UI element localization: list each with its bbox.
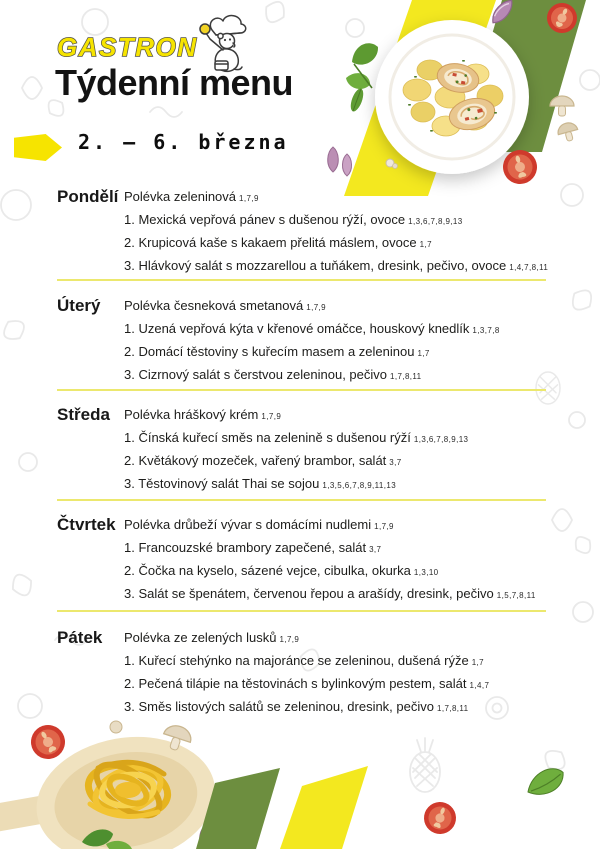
soup-line (124, 295, 549, 318)
soup-line (124, 627, 549, 650)
allergen-numbers: 1,3,6,7,8,9,13 (413, 435, 469, 444)
menu-item (124, 560, 549, 583)
menu-item (124, 232, 549, 255)
menu-item (124, 583, 549, 606)
allergen-numbers: 1,7,9 (374, 522, 394, 531)
menu-item (124, 537, 549, 560)
allergen-numbers: 1,3,10 (413, 568, 439, 577)
chicken-roll-slice (446, 94, 498, 134)
page-title: Týdenní menu (55, 62, 294, 103)
menu-section-thursday (57, 514, 549, 606)
basil-leaf-icon (523, 762, 568, 803)
allergen-numbers: 1,7 (419, 240, 432, 249)
allergen-numbers: 1,7,8,11 (437, 704, 469, 713)
section-divider (57, 389, 546, 391)
chicken-roll-slice (435, 60, 482, 96)
plate-photo (375, 20, 529, 174)
soup-line (124, 514, 549, 537)
allergen-numbers: 1,3,5,6,7,8,9,11,13 (322, 481, 397, 490)
mushroom-icon (160, 722, 194, 753)
menu-item (124, 209, 549, 232)
wooden-spoon-pasta-photo (0, 723, 225, 849)
menu-item-text: 2. Čočka na kyselo, sázené vejce, cibulka, okurka (124, 563, 411, 578)
date-range: 2. – 6. března (78, 130, 289, 154)
section-divider (57, 499, 546, 501)
potatoes (403, 60, 503, 136)
basil-leaves-icon (80, 826, 135, 849)
section-divider (57, 610, 546, 612)
allergen-numbers: 1,7,9 (239, 194, 259, 203)
menu-item (124, 450, 549, 473)
day-label: Středa (57, 405, 110, 424)
menu-item-text: 2. Pečená tilápie na těstovinách s bylinkovým pestem, salát (124, 676, 467, 691)
soup-text: Polévka ze zelených lusků (124, 630, 277, 645)
allergen-numbers: 1,3,7,8 (472, 326, 500, 335)
yellow-parallelogram (280, 766, 368, 849)
date-arrow-icon (14, 134, 62, 161)
menu-item-text: 1. Čínská kuřecí směs na zelenině s dušenou rýží (124, 430, 411, 445)
menu-item (124, 255, 549, 278)
brand-logo (53, 28, 213, 66)
allergen-numbers: 1,7,9 (279, 635, 300, 644)
menu-section-friday (57, 627, 549, 719)
menu-item (124, 696, 549, 719)
mushrooms-icon (550, 96, 580, 143)
soup-text: Polévka zeleninová (124, 189, 237, 204)
day-label: Úterý (57, 296, 101, 315)
menu-item (124, 650, 549, 673)
flower-bud-icon (386, 159, 398, 169)
day-label: Pondělí (57, 187, 119, 206)
menu-item (124, 364, 549, 387)
menu-item (124, 473, 549, 496)
cherry-tomato-half-icon (25, 719, 71, 765)
day-label: Čtvrtek (57, 515, 116, 534)
menu-item-text: 3. Směs listových salátů se zeleninou, dresink, pečivo (124, 699, 434, 714)
allergen-numbers: 1,7,8,11 (390, 372, 422, 381)
cherry-tomato-half-icon (499, 146, 541, 188)
menu-item-text: 3. Salát se špenátem, červenou řepou a arašídy, dresink, pečivo (124, 586, 494, 601)
cherry-tomato-half-icon (419, 797, 460, 838)
day-label: Pátek (57, 628, 103, 647)
allergen-numbers: 1,3,6,7,8,9,13 (408, 217, 463, 226)
allergen-numbers: 1,7,9 (261, 412, 282, 421)
menu-item (124, 427, 549, 450)
menu-item-text: 1. Uzená vepřová kýta v křenové omáčce, houskový knedlík (124, 321, 470, 336)
green-parallelogram (458, 0, 586, 152)
yellow-parallelogram (344, 0, 496, 196)
menu-section-monday (57, 186, 549, 278)
menu-item-text: 2. Květákový mozeček, vařený brambor, salát (124, 453, 387, 468)
menu-section-wednesday (57, 404, 549, 496)
soup-text: Polévka hráškový krém (124, 407, 259, 422)
menu-item-text: 3. Hlávkový salát s mozzarellou a tuňákem, dresink, pečivo, ovoce (124, 258, 507, 273)
soup-text: Polévka drůbeží vývar s domácími nudlemi (124, 517, 372, 532)
allergen-numbers: 3,7 (389, 458, 402, 467)
menu-item (124, 318, 549, 341)
menu-item-text: 1. Francouzské brambory zapečené, salát (124, 540, 367, 555)
brand-logo-text: GASTRON (57, 32, 198, 62)
garlic-cloves-icon (328, 147, 352, 176)
tagliatelle-nest (84, 755, 171, 826)
cherry-tomato-half-icon (542, 0, 582, 38)
garlic-clove-icon (195, 813, 228, 844)
menu-item-text: 2. Krupicová kaše s kakaem přelitá máslem, ovoce (124, 235, 417, 250)
mushroom-piece-icon (110, 721, 122, 733)
menu-item (124, 341, 549, 364)
garlic-clove-icon (488, 0, 516, 27)
green-parallelogram (196, 768, 280, 849)
soup-line (124, 186, 549, 209)
allergen-numbers: 3,7 (369, 545, 382, 554)
menu-item-text: 1. Mexická vepřová pánev s dušenou rýží, ovoce (124, 212, 406, 227)
menu-item (124, 673, 549, 696)
menu-item-text: 1. Kuřecí stehýnko na majoránce se zeleninou, dušená rýže (124, 653, 469, 668)
soup-line (124, 404, 549, 427)
menu-item-text: 2. Domácí těstoviny s kuřecím masem a zeleninou (124, 344, 415, 359)
basil-pod-icon (348, 87, 366, 113)
allergen-numbers: 1,4,7 (469, 681, 490, 690)
soup-text: Polévka česneková smetanová (124, 298, 304, 313)
basil-sprig-icon (344, 39, 382, 92)
menu-item-text: 3. Těstovinový salát Thai se sojou (124, 476, 320, 491)
section-divider (57, 279, 546, 281)
allergen-numbers: 1,7 (417, 349, 430, 358)
allergen-numbers: 1,7 (471, 658, 485, 667)
allergen-numbers: 1,7,9 (306, 303, 327, 312)
menu-item-text: 3. Cizrnový salát s čerstvou zeleninou, pečivo (124, 367, 388, 382)
menu-section-tuesday (57, 295, 549, 387)
allergen-numbers: 1,4,7,8,11 (509, 263, 549, 272)
allergen-numbers: 1,5,7,8,11 (496, 591, 536, 600)
herb-flecks (408, 60, 497, 132)
